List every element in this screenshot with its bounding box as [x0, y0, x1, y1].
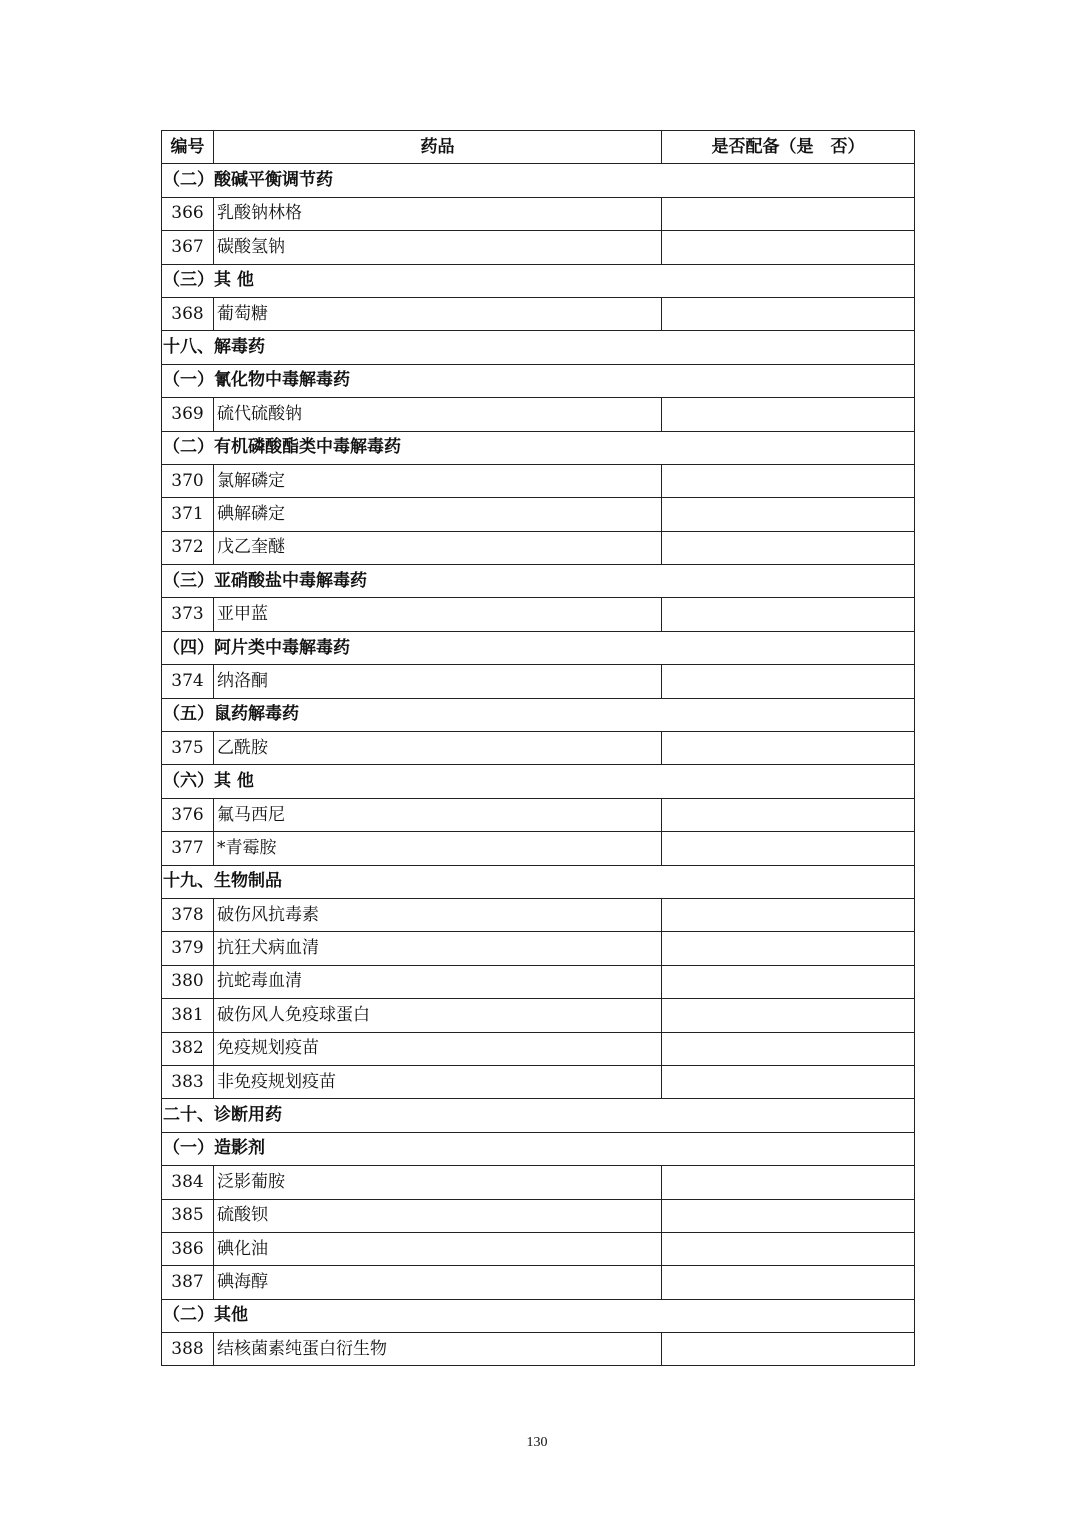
- equipped-cell[interactable]: [662, 1266, 915, 1299]
- table-row: [162, 1266, 915, 1299]
- table-row: [162, 732, 915, 765]
- drug-number: 377: [162, 832, 214, 865]
- drug-number: 386: [162, 1232, 214, 1265]
- equipped-cell[interactable]: [662, 1065, 915, 1098]
- table-row: [162, 1065, 915, 1098]
- drug-number: 369: [162, 398, 214, 431]
- drug-name: 碘海醇: [214, 1266, 662, 1299]
- equipped-cell[interactable]: [662, 498, 915, 531]
- section-heading: （六）其 他: [162, 765, 915, 798]
- section-row: [162, 565, 915, 598]
- section-heading: （三）其 他: [162, 264, 915, 297]
- drug-name: 氟马西尼: [214, 798, 662, 831]
- table-row: [162, 932, 915, 965]
- equipped-cell[interactable]: [662, 1333, 915, 1366]
- equipped-cell[interactable]: [662, 531, 915, 564]
- equipped-cell[interactable]: [662, 965, 915, 998]
- equipped-cell[interactable]: [662, 1199, 915, 1232]
- drug-number: 385: [162, 1199, 214, 1232]
- table-header-row: [162, 131, 915, 164]
- equipped-cell[interactable]: [662, 999, 915, 1032]
- table-row: [162, 999, 915, 1032]
- section-heading: （二）酸碱平衡调节药: [162, 164, 915, 197]
- section-row: [162, 631, 915, 664]
- drug-name: 结核菌素纯蛋白衍生物: [214, 1333, 662, 1366]
- equipped-cell[interactable]: [662, 398, 915, 431]
- drug-name: 氯解磷定: [214, 464, 662, 497]
- table-row: [162, 598, 915, 631]
- equipped-cell[interactable]: [662, 732, 915, 765]
- section-heading: （三）亚硝酸盐中毒解毒药: [162, 565, 915, 598]
- drug-name: *青霉胺: [214, 832, 662, 865]
- drug-number: 383: [162, 1065, 214, 1098]
- section-heading: （一）氰化物中毒解毒药: [162, 364, 915, 397]
- header-number: 编号: [162, 131, 214, 164]
- drug-name: 葡萄糖: [214, 297, 662, 330]
- drug-name: 碘解磷定: [214, 498, 662, 531]
- equipped-cell[interactable]: [662, 1032, 915, 1065]
- table-row: [162, 398, 915, 431]
- section-row: [162, 698, 915, 731]
- table-row: [162, 231, 915, 264]
- drug-name: 碳酸氢钠: [214, 231, 662, 264]
- drug-name: 亚甲蓝: [214, 598, 662, 631]
- equipped-cell[interactable]: [662, 932, 915, 965]
- equipped-cell[interactable]: [662, 231, 915, 264]
- drug-number: 374: [162, 665, 214, 698]
- section-heading: （二）其他: [162, 1299, 915, 1332]
- drug-name: 泛影葡胺: [214, 1166, 662, 1199]
- table-row: [162, 665, 915, 698]
- drug-number: 367: [162, 231, 214, 264]
- table-row: [162, 297, 915, 330]
- drug-name: 戊乙奎醚: [214, 531, 662, 564]
- equipped-cell[interactable]: [662, 665, 915, 698]
- drug-number: 378: [162, 898, 214, 931]
- drug-number: 376: [162, 798, 214, 831]
- page-number: 130: [526, 1435, 548, 1450]
- drug-number: 373: [162, 598, 214, 631]
- section-heading: 二十、诊断用药: [162, 1099, 915, 1132]
- table-row: [162, 1032, 915, 1065]
- equipped-cell[interactable]: [662, 464, 915, 497]
- drug-name: 免疫规划疫苗: [214, 1032, 662, 1065]
- drug-number: 371: [162, 498, 214, 531]
- drug-name: 硫代硫酸钠: [214, 398, 662, 431]
- drug-number: 375: [162, 732, 214, 765]
- drug-name: 破伤风抗毒素: [214, 898, 662, 931]
- section-row: [162, 1299, 915, 1332]
- drug-number: 380: [162, 965, 214, 998]
- section-heading: （四）阿片类中毒解毒药: [162, 631, 915, 664]
- header-equipped: 是否配备（是 否）: [662, 131, 915, 164]
- drug-name: 碘化油: [214, 1232, 662, 1265]
- equipped-cell[interactable]: [662, 1232, 915, 1265]
- section-row: [162, 331, 915, 364]
- equipped-cell[interactable]: [662, 1166, 915, 1199]
- table-row: [162, 197, 915, 230]
- table-row: [162, 832, 915, 865]
- drug-number: 384: [162, 1166, 214, 1199]
- drug-number: 382: [162, 1032, 214, 1065]
- drug-name: 纳洛酮: [214, 665, 662, 698]
- section-row: [162, 264, 915, 297]
- drug-number: 387: [162, 1266, 214, 1299]
- table-row: [162, 1232, 915, 1265]
- equipped-cell[interactable]: [662, 598, 915, 631]
- section-row: [162, 431, 915, 464]
- section-row: [162, 1099, 915, 1132]
- section-heading: 十八、解毒药: [162, 331, 915, 364]
- table-row: [162, 965, 915, 998]
- table-row: [162, 1166, 915, 1199]
- drug-number: 366: [162, 197, 214, 230]
- table-row: [162, 464, 915, 497]
- drug-number: 370: [162, 464, 214, 497]
- table-row: [162, 798, 915, 831]
- drug-number: 368: [162, 297, 214, 330]
- section-heading: （五）鼠药解毒药: [162, 698, 915, 731]
- section-row: [162, 164, 915, 197]
- section-heading: （二）有机磷酸酯类中毒解毒药: [162, 431, 915, 464]
- section-row: [162, 1132, 915, 1165]
- section-heading: 十九、生物制品: [162, 865, 915, 898]
- drug-number: 372: [162, 531, 214, 564]
- section-row: [162, 765, 915, 798]
- section-row: [162, 364, 915, 397]
- drug-name: 硫酸钡: [214, 1199, 662, 1232]
- section-row: [162, 865, 915, 898]
- equipped-cell[interactable]: [662, 798, 915, 831]
- table-row: [162, 531, 915, 564]
- table-body: [162, 164, 915, 1366]
- table-row: [162, 1199, 915, 1232]
- equipped-cell[interactable]: [662, 898, 915, 931]
- drug-name: 乳酸钠林格: [214, 197, 662, 230]
- table-row: [162, 498, 915, 531]
- equipped-cell[interactable]: [662, 832, 915, 865]
- drug-name: 抗蛇毒血清: [214, 965, 662, 998]
- drug-name: 抗狂犬病血清: [214, 932, 662, 965]
- table-row: [162, 898, 915, 931]
- drug-name: 非免疫规划疫苗: [214, 1065, 662, 1098]
- equipped-cell[interactable]: [662, 197, 915, 230]
- header-drug: 药品: [214, 131, 662, 164]
- table-row: [162, 1333, 915, 1366]
- drug-number: 379: [162, 932, 214, 965]
- drug-number: 388: [162, 1333, 214, 1366]
- drug-table: [161, 130, 915, 1366]
- drug-number: 381: [162, 999, 214, 1032]
- equipped-cell[interactable]: [662, 297, 915, 330]
- section-heading: （一）造影剂: [162, 1132, 915, 1165]
- drug-name: 乙酰胺: [214, 732, 662, 765]
- drug-name: 破伤风人免疫球蛋白: [214, 999, 662, 1032]
